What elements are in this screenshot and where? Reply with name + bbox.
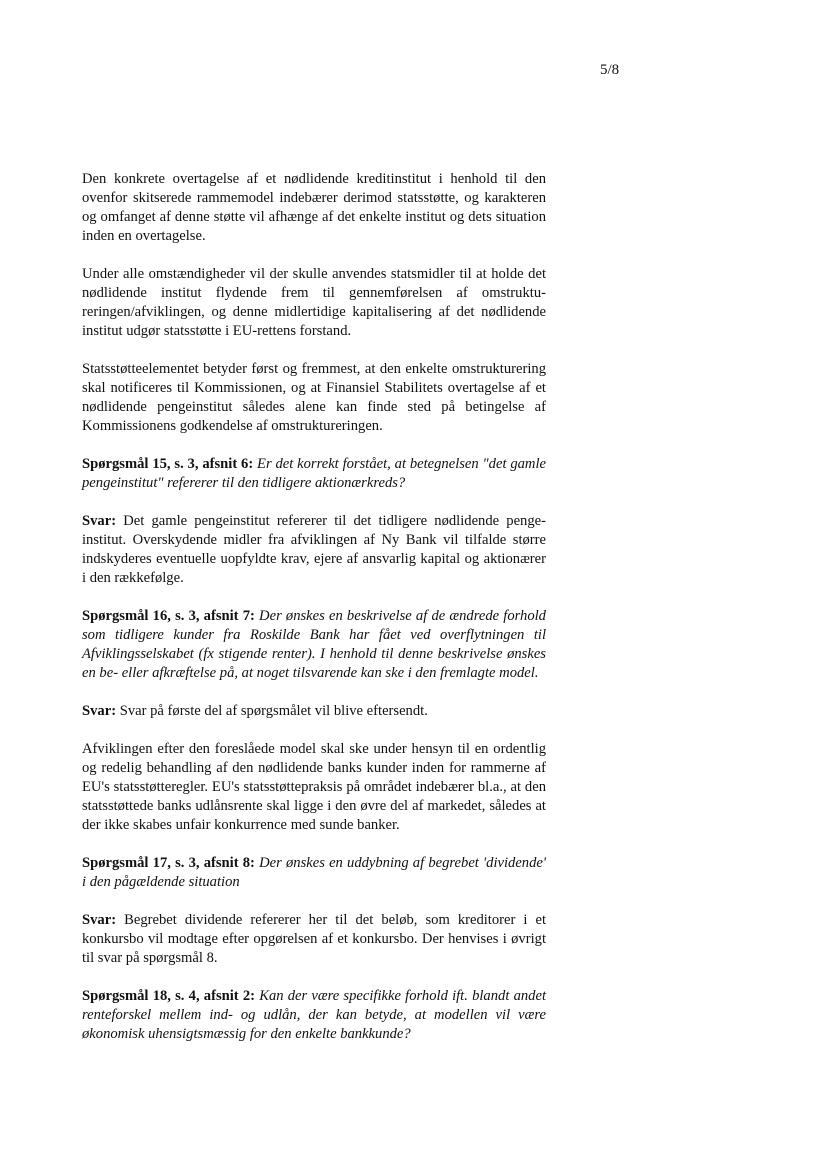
question-text: Der ønskes en beskrivelse af de ændrede forhold som tidligere kunder fra Roskilde Bank har fået ved overflytningen til Afviklingsselskabet (fx stigende renter). I henhold til denne beskrivelse ønskes en be- eller afkræftelse på, at noget tilsvarende kan ske i den fremlagte model. — [82, 608, 546, 681]
document-body — [82, 170, 546, 1063]
answer-label: Svar: — [82, 703, 117, 719]
answer-label: Svar: — [82, 912, 117, 928]
paragraph — [82, 740, 546, 835]
question-15 — [82, 455, 546, 493]
question-text: Er det korrekt forstået, at betegnelsen "det gamle pengeinstitut" refererer til den tidligere aktionærkreds? — [82, 456, 546, 491]
question-text: Kan der være specifikke forhold ift. blandt andet renteforskel mellem ind- og udlån, der kan betyde, at modellen vil være økonomisk uhensigtsmæssig for den enkelte bankkunde? — [82, 988, 546, 1042]
question-label: Spørgsmål 18, s. 4, afsnit 2: — [82, 988, 256, 1004]
paragraph-text: Under alle omstændigheder vil der skulle anvendes statsmidler til at holde det nødlidende institut flydende frem til gennemførelsen af omstruktureringen/afviklingen, og denne midlertidige kapitalisering af det nødlidende institut udgør statsstøtte i EU-rettens forstand. — [82, 266, 546, 339]
question-label: Spørgsmål 17, s. 3, afsnit 8: — [82, 855, 255, 871]
paragraph-text: Den konkrete overtagelse af et nødlidende kreditinstitut i henhold til den ovenfor skitserede rammemodel indebærer derimod statsstøtte, og karakteren og omfanget af denne støtte vil afhænge af det enkelte institut og dets situation inden en overtagelse. — [82, 171, 546, 244]
question-16 — [82, 607, 546, 683]
question-label: Spørgsmål 16, s. 3, afsnit 7: — [82, 608, 255, 624]
page-number: 5/8 — [600, 62, 620, 78]
answer-text: Det gamle pengeinstitut refererer til det tidligere nødlidende pengeinstitut. Overskydende midler fra afviklingen af Ny Bank vil tilfalde større indskyderes eventuelle uopfyldte krav, ejere af ansvarlig kapital og aktionærer i den rækkefølge. — [82, 513, 547, 586]
question-text: Der ønskes en uddybning af begrebet 'dividende' i den pågældende situation — [82, 855, 546, 890]
paragraph — [82, 170, 546, 246]
question-17 — [82, 854, 546, 892]
paragraph — [82, 265, 546, 341]
answer-17 — [82, 911, 546, 968]
answer-label: Svar: — [82, 513, 117, 529]
answer-text: Svar på første del af spørgsmålet vil blive eftersendt. — [119, 703, 428, 719]
question-label: Spørgsmål 15, s. 3, afsnit 6: — [82, 456, 254, 472]
answer-15 — [82, 512, 546, 588]
paragraph-text: Statsstøtteelementet betyder først og fremmest, at den enkelte omstrukturering skal notificeres til Kommissionen, og at Finansiel Stabilitets overtagelse af et nødlidende pengeinstitut således alene kan finde sted på betingelse af Kommissionens godkendelse af omstruktureringen. — [82, 361, 546, 434]
paragraph — [82, 360, 546, 436]
answer-16 — [82, 702, 546, 721]
question-18 — [82, 987, 546, 1044]
answer-text: Begrebet dividende refererer her til det beløb, som kreditorer i et konkursbo vil modtage efter opgørelsen af et konkursbo. Der henvises i øvrigt til svar på spørgsmål 8. — [82, 912, 547, 966]
paragraph-text: Afviklingen efter den foreslåede model skal ske under hensyn til en ordentlig og redelig behandling af den nødlidende banks kunder inden for rammerne af EU's statsstøtteregler. EU's statsstøttepraksis på området indebærer bl.a., at den statsstøttede banks udlånsrente skal ligge i den øvre del af markedet, således at der ikke skabes unfair konkurrence med sunde banker. — [82, 741, 546, 833]
